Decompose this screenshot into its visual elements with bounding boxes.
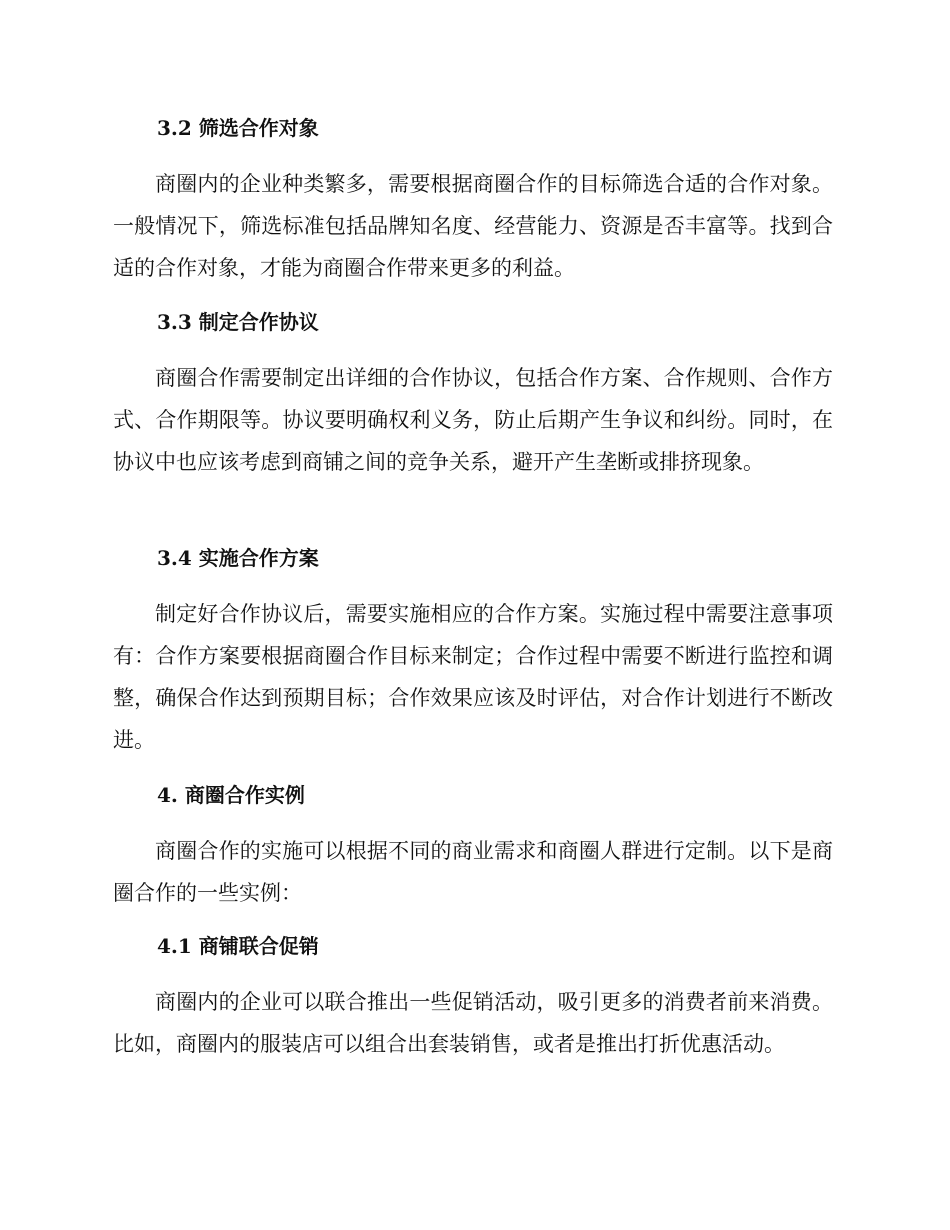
- section-heading-3-4: 3.4 实施合作方案: [157, 546, 319, 570]
- section-heading-3-3: 3.3 制定合作协议: [157, 310, 319, 334]
- section-heading-3-2: 3.2 筛选合作对象: [157, 116, 319, 140]
- section-heading-4: 4. 商圈合作实例: [157, 783, 305, 807]
- section-paragraph-3-4: 制定好合作协议后，需要实施相应的合作方案。实施过程中需要注意事项有：合作方案要根据商圈合作目标来制定；合作过程中需要不断进行监控和调整，确保合作达到预期目标；合作效果应该及时评估，对合作计划进行不断改进。: [113, 602, 833, 752]
- section-paragraph-3-2: 商圈内的企业种类繁多，需要根据商圈合作的目标筛选合适的合作对象。一般情况下，筛选标准包括品牌知名度、经营能力、资源是否丰富等。找到合适的合作对象，才能为商圈合作带来更多的利益。: [113, 172, 833, 280]
- section-paragraph-4-1: 商圈内的企业可以联合推出一些促销活动，吸引更多的消费者前来消费。比如，商圈内的服装店可以组合出套装销售，或者是推出打折优惠活动。: [113, 990, 833, 1056]
- section-paragraph-3-3: 商圈合作需要制定出详细的合作协议，包括合作方案、合作规则、合作方式、合作期限等。协议要明确权利义务，防止后期产生争议和纠纷。同时，在协议中也应该考虑到商铺之间的竞争关系，避开产生垄断或排挤现象。: [113, 366, 833, 474]
- section-heading-4-1: 4.1 商铺联合促销: [157, 934, 319, 958]
- section-paragraph-4: 商圈合作的实施可以根据不同的商业需求和商圈人群进行定制。以下是商圈合作的一些实例：: [113, 839, 833, 905]
